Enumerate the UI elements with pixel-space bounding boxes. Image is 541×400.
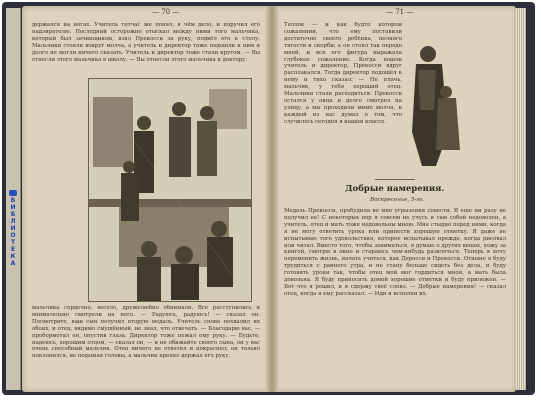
stamp-mark-icon — [9, 190, 17, 196]
classroom-illustration — [88, 78, 252, 302]
engraving-image — [89, 79, 251, 301]
section-divider — [375, 179, 415, 180]
right-page-number: — 71 — — [386, 8, 414, 16]
right-page-text-top: Теллок — и как будто котором сожалении, что ему поставили достаточно своего ребёнка, полного тягости и скорби; а он стоял так передо мной, и вся его фигура выражала глубокое сожаление. Когда вошли учитель и директор, Прекосси вдруг расплакался. Тогда директор подошёл к нему и тихо сказал: — Не плачь, мальчик, у тебя хороший отец. Мальчики стали расходиться. Прекосси остался у окна и долго смотрел на улицу, а мы проходили мимо молча, и каждый из нас думал о том, что случилось сегодня в нашем классе. — [284, 22, 402, 125]
library-stamp — [8, 190, 18, 267]
left-page-text-top: держался на ногах. Учитель тотчас же понял, в чём дело, и поручил его надзирателю. Последний осторожно отыскал между ними того мальчика, который был зачинщиком, взял Прекосси за руку, подвёл его к столу. Мальчики стояли вокруг молча, а учитель и директор тоже подошли к ним и долго не могли ничего сказать. Учитель и директор тоже стали кругом. — Вы отнесли этого мальчика в школу. — Вы отнесли этого мальчика к доктору. — [32, 22, 260, 63]
right-page-text-bottom: Медаль Прекосси, пробудила во мне угрызения совести. Я еще ни разу не получил ее! С некоторых пор я совсем не учусь и сам собой недоволен, а учитель, отец и мать тоже недовольны мною. Мне стыдно перед ними, когда я не могу ответить урока или принести хорошую отметку. Я даже не испытываю того удовольствия, которое испытывал прежде, когда рисовал или читал. Вместо того, чтобы заниматься, я думаю о других вещах, хожу за книгой, смотрю в окно и стараюсь чем-нибудь развлечься. Теперь я хочу переменить жизнь, начать учиться, как Деросси и Прекосси. Отныне я буду трудиться с раннего утра, и не стану больше сидеть без дела, и буду готовить уроки так, чтобы отец мой мог гордиться мной, а мать была довольна. Я буду приносить домой хорошие отметки и буду прилежен. — Вот что я решил, и я сдержу своё слово. — Добрые намерения! — сказал отец, когда я ему рассказал. — Иди и исполни их. — [284, 208, 506, 297]
chapter-heading: Добрые намерения. — [345, 184, 445, 194]
father-and-son-illustration — [406, 40, 462, 168]
chapter-date: Воскресенье, 5-го. — [370, 197, 425, 203]
left-page-text-bottom: мальчика сердечно, весело, дружелюбно обнимали. Все расступились и внимательно смотрели на него. — Радуюсь, радуюсь! — сказал он. Посмотрите, ваш сын получил вторую медаль. Учитель снова похвалил их обоих, и отец, видимо смущённый, не знал, что отвечать. — Благодарю вас, — пробормотал он, опустив глаза. Директор тоже пожал ему руку. — Будьте, надеюсь, хорошим отцом, — сказал он, — и не обижайте своего сына, он у вас очень способный мальчик. Отец ничего не ответил и покраснел; он только поклонился, не подымая головы, а мальчик крепко держал его руку. — [32, 305, 260, 360]
left-page-number: — 70 — — [152, 8, 180, 16]
page-edges — [516, 8, 526, 390]
book-gutter — [266, 6, 278, 392]
stamp-text: Б И Б Л И О Т Е К А — [10, 197, 16, 267]
